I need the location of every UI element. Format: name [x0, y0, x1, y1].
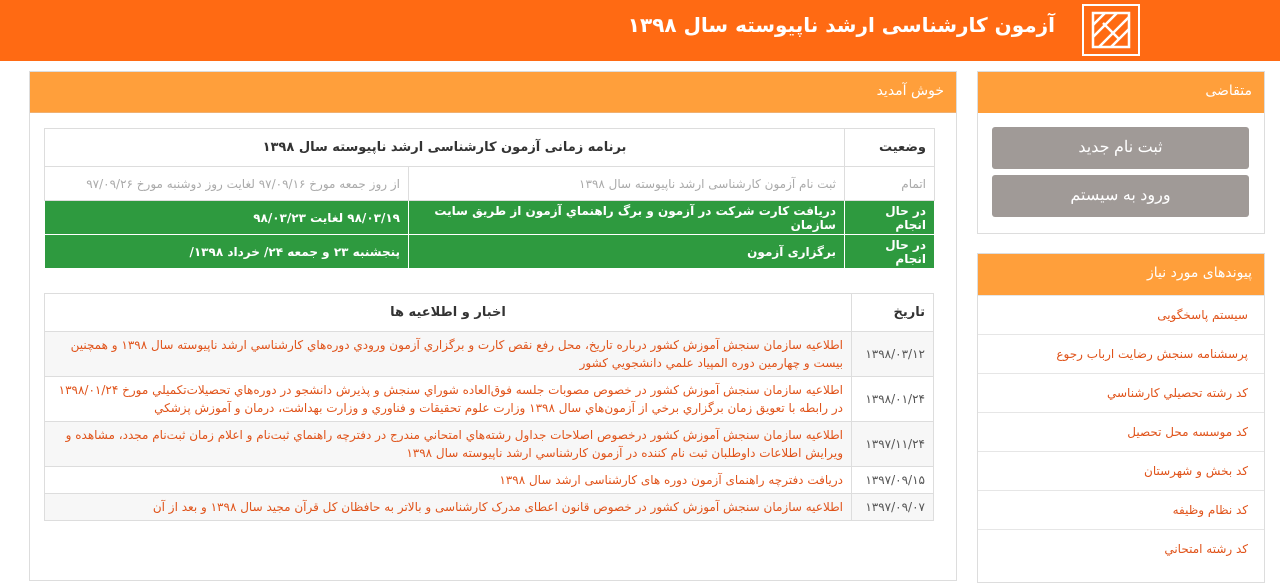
news-title-header: اخبار و اطلاعیه ها [45, 294, 852, 332]
news-row[interactable] [45, 494, 934, 521]
news-date: ۱۳۹۷/۰۹/۰۷ [852, 494, 934, 521]
site-title: آزمون کارشناسی ارشد ناپیوسته سال ۱۳۹۸ [627, 13, 1055, 37]
news-link[interactable]: اطلاعیه سازمان سنجش آموزش کشور در خصوص قانون اعطای مدرک کارشناسی و بالاتر به حافظان کل قرآن مجید سال ۱۳۹۸ و بعد از آن [45, 494, 852, 521]
schedule-status: در حال انجام [845, 201, 935, 235]
welcome-panel [29, 71, 957, 581]
schedule-status: اتمام [845, 167, 935, 201]
link-response-system[interactable]: سیستم پاسخگویی [978, 295, 1264, 334]
schedule-date: ۹۸/۰۳/۱۹ لغایت ۹۸/۰۳/۲۳ [45, 201, 409, 235]
schedule-event: برگزاری آزمون [409, 235, 845, 269]
news-date: ۱۳۹۷/۱۱/۲۴ [852, 422, 934, 467]
news-date: ۱۳۹۷/۰۹/۱۵ [852, 467, 934, 494]
schedule-date: پنجشنبه ۲۳ و جمعه ۲۴/ خرداد ۱۳۹۸/ [45, 235, 409, 269]
links-heading: پیوندهای مورد نیاز [978, 254, 1264, 295]
news-header-row [45, 294, 934, 332]
schedule-header-row [45, 129, 935, 167]
schedule-row [45, 201, 935, 235]
news-link[interactable]: اطلاعیه سازمان سنجش آموزش کشور درباره تاریخ، محل رفع نقص کارت و برگزاري آزمون ورودي دوره‌هاي كارشناسي ارشد ناپيوسته سال ۱۳۹۸ و همچنين بيست و چهارمين دوره المپياد علمي دانشجويي كشور [45, 332, 852, 377]
applicant-heading: متقاضی [978, 72, 1264, 113]
news-link[interactable]: اطلاعیه سازمان سنجش آموزش کشور در خصوص مصوبات جلسه فوق‌العاده شوراي سنجش و پذيرش دانشجو در دوره‌هاي تحصيلات‌تكميلي مورخ ۱۳۹۸/۰۱/۲۴ در رابطه با تعويق زمان برگزاري برخي از آزمون‌هاي سال ۱۳۹۸ وزارت علوم تحقيقات و فناوري و وزارت بهداشت، درمان و آموزش پزشكي [45, 377, 852, 422]
login-button[interactable]: ورود به سیستم [992, 175, 1249, 217]
news-date: ۱۳۹۸/۰۳/۱۲ [852, 332, 934, 377]
link-district-code[interactable]: كد بخش و شهرستان [978, 451, 1264, 490]
schedule-title: برنامه زمانی آزمون کارشناسی ارشد ناپیوسته سال ۱۳۹۸ [45, 129, 845, 167]
status-header: وضعیت [845, 129, 935, 167]
register-button[interactable]: ثبت نام جدید [992, 127, 1249, 169]
top-header [0, 0, 1280, 61]
news-table [44, 293, 934, 521]
schedule-event: ثبت نام آزمون کارشناسی ارشد ناپیوسته سال ۱۳۹۸ [409, 167, 845, 201]
link-satisfaction-survey[interactable]: پرسشنامه سنجش رضایت ارباب رجوع [978, 334, 1264, 373]
news-date: ۱۳۹۸/۰۱/۲۴ [852, 377, 934, 422]
news-row[interactable] [45, 377, 934, 422]
link-institution-code[interactable]: كد موسسه محل تحصيل [978, 412, 1264, 451]
schedule-date: از روز جمعه مورخ ۹۷/۰۹/۱۶ لغایت روز دوشنبه مورخ ۹۷/۰۹/۲۶ [45, 167, 409, 201]
link-bachelor-field-code[interactable]: كد رشته تحصیلي كارشناسي [978, 373, 1264, 412]
applicant-panel [977, 71, 1265, 234]
links-list [978, 295, 1264, 568]
schedule-row [45, 235, 935, 269]
news-date-header: تاریخ [852, 294, 934, 332]
schedule-event: دریافت کارت شرکت در آزمون و برگ راهنماي آزمون از طریق سایت سازمان [409, 201, 845, 235]
link-military-code[interactable]: كد نظام وظيفه [978, 490, 1264, 529]
schedule-row [45, 167, 935, 201]
schedule-table [44, 128, 935, 269]
schedule-status: در حال انجام [845, 235, 935, 269]
news-link[interactable]: اطلاعیه سازمان سنجش آموزش کشور درخصوص اصلاحات جداول رشته‌هاي امتحاني مندرج در دفترچه راهنماي ثبت‌نام و اعلام زمان ثبت‌نام مجدد، مشاهده و ويرايش اطلاعات داوطلبان ثبت نام كننده در آزمون كارشناسي ارشد ناپيوسته سال ۱۳۹۸ [45, 422, 852, 467]
news-row[interactable] [45, 332, 934, 377]
welcome-heading: خوش آمدید [30, 72, 956, 113]
news-row[interactable] [45, 467, 934, 494]
link-exam-field-code[interactable]: كد رشته امتحاني [978, 529, 1264, 568]
news-row[interactable] [45, 422, 934, 467]
links-panel [977, 253, 1265, 583]
logo-icon[interactable] [1082, 4, 1140, 56]
news-link[interactable]: دریافت دفترچه راهنمای آزمون دوره های کارشناسی ارشد سال ۱۳۹۸ [45, 467, 852, 494]
